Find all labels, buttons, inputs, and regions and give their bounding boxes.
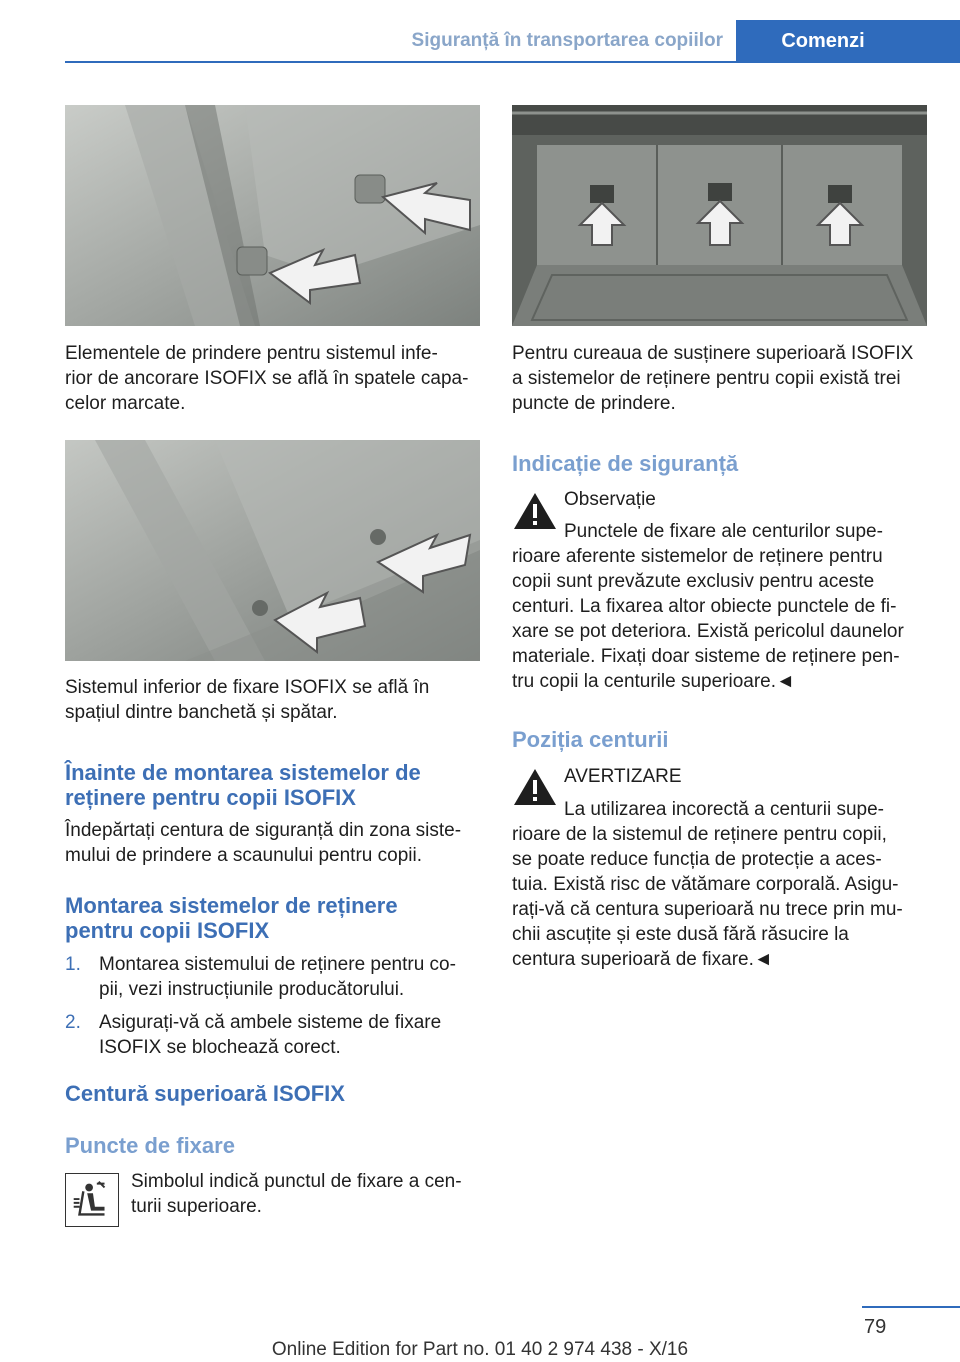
photo-isofix-gap — [65, 440, 480, 661]
warning-title: AVERTIZARE — [564, 766, 682, 787]
heading-safety-note: Indicație de siguranță — [512, 451, 739, 476]
header-rule — [65, 61, 960, 63]
heading-mounting: Montarea sistemelor de reținere pentru copii ISOFIX — [65, 893, 398, 943]
step-text: Montarea sistemului de reținere pentru co- pii, vezi instrucțiunile producătorului. — [99, 954, 456, 1000]
footer-rule — [862, 1306, 960, 1308]
caption-photo-1: Elementele de prindere pentru sistemul infe- rior de ancorare ISOFIX se află în spatele capa- celor marcate. — [65, 343, 469, 414]
isofix-anchor-icon — [65, 1173, 119, 1227]
caption-photo-3: Pentru cureaua de susținere superioară ISOFIX a sistemelor de reținere pentru copii există trei puncte de prindere. — [512, 343, 914, 414]
tab-label: Comenzi — [781, 29, 865, 52]
step-number: 1. — [65, 954, 81, 975]
heading-before-mounting: Înainte de montarea sistemelor de reținere pentru copii ISOFIX — [65, 760, 421, 810]
step-number: 2. — [65, 1012, 81, 1033]
symbol-description: Simbolul indică punctul de fixare a cen- turii superioare. — [131, 1171, 462, 1217]
warning-body: rioare de la sistemul de reținere pentru copii, se poate reduce funcția de protecție a aces- tuia. Există risc de vătămare corporală. Asigu- rați-vă că centura superioară nu trece prin mu- chii ascuțite și este dusă fără răsucire la centura superioară de fixare.◄ — [512, 824, 903, 970]
step-text: Asigurați-vă că ambele sisteme de fixare ISOFIX se blochează corect. — [99, 1012, 442, 1058]
warning-triangle-icon — [512, 491, 558, 531]
section-title: Siguranță în transportarea copiilor — [411, 30, 723, 51]
para-remove-belt: Îndepărtați centura de siguranță din zona siste- mului de prindere a scaunului pentru copii. — [65, 820, 462, 866]
note-first-line: Punctele de fixare ale centurilor supe- — [564, 521, 883, 542]
heading-top-tether: Centură superioară ISOFIX — [65, 1081, 345, 1106]
page-number: 79 — [864, 1316, 887, 1338]
photo-isofix-caps — [65, 105, 480, 326]
warning-first-line: La utilizarea incorectă a centurii supe- — [564, 799, 885, 820]
photo-trunk-anchors — [512, 105, 927, 326]
edition-footer: Online Edition for Part no. 01 40 2 974 438 - X/16 — [271, 1339, 689, 1360]
heading-anchor-points: Puncte de fixare — [65, 1133, 235, 1158]
caption-photo-2: Sistemul inferior de fixare ISOFIX se află în spațiul dintre banchetă și spătar. — [65, 677, 430, 723]
tab-comenzi[interactable] — [736, 20, 960, 62]
warning-triangle-icon — [512, 767, 558, 807]
heading-belt-position: Poziția centurii — [512, 727, 669, 752]
note-title: Observație — [564, 489, 656, 510]
note-body: rioare aferente sistemelor de reținere pentru copii sunt prevăzute exclusiv pentru aceste centuri. La fixarea altor obiecte punctele de fi- xare se pot deteriora. Există pericolul daunelor materiale. Fixați doar sisteme de reținere pen- tru copii la centurile superioare.◄ — [512, 546, 904, 692]
